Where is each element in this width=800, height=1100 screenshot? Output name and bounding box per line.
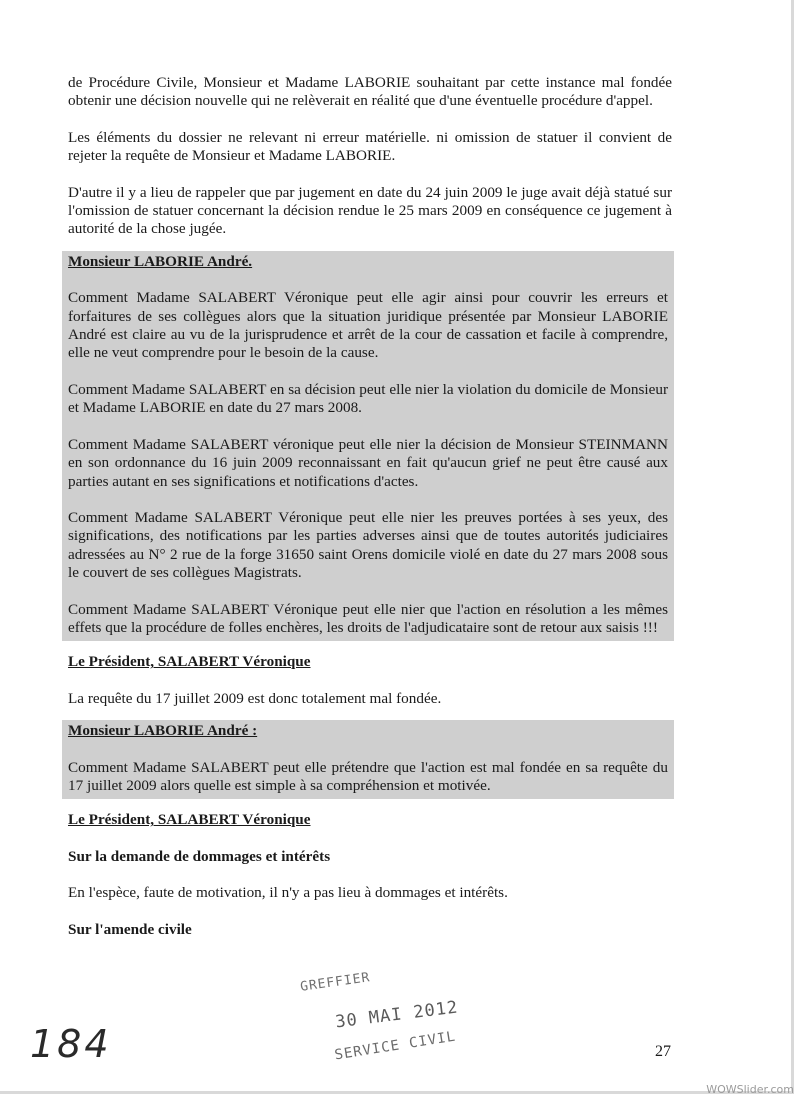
- section-heading: Le Président, SALABERT Véronique: [68, 811, 311, 829]
- section-heading: Sur l'amende civile: [68, 920, 192, 938]
- stamp-date: 30 MAI 2012: [334, 997, 460, 1033]
- section-heading: Sur la demande de dommages et intérêts: [68, 847, 331, 865]
- handwritten-page-number: 184: [30, 1022, 112, 1066]
- paragraph: Comment Madame SALABERT en sa décision peut elle nier la violation du domicile de Monsieur et Madame LABORIE en date du 27 mars 2008.: [68, 380, 668, 417]
- section-heading: Le Président, SALABERT Véronique: [68, 653, 311, 671]
- section-heading: Monsieur LABORIE André :: [68, 722, 258, 740]
- paragraph: D'autre il y a lieu de rappeler que par jugement en date du 24 juin 2009 le juge avait déjà statué sur l'omission de statuer concernant la décision rendue le 25 mars 2009 en conséquence ce jugement à autorité de la chose jugée.: [68, 183, 672, 238]
- stamp-greffier: GREFFIER: [299, 970, 372, 995]
- page-number: 27: [655, 1043, 671, 1060]
- paragraph: En l'espèce, faute de motivation, il n'y a pas lieu à dommages et intérêts.: [68, 884, 508, 902]
- paragraph: Comment Madame SALABERT peut elle prétendre que l'action est mal fondée en sa requête du 17 juillet 2009 alors quelle est simple à sa compréhension et motivée.: [68, 758, 668, 794]
- paragraph: Comment Madame SALABERT Véronique peut elle agir ainsi pour couvrir les erreurs et forfaitures de ses collègues alors que la situation juridique présentée par Monsieur LABORIE André est claire au vu de la jurisprudence et arrêt de la cour de cassation et facile à comprendre, elle ne veut comprendre pour le besoin de la cause.: [68, 289, 668, 362]
- paragraph: Comment Madame SALABERT véronique peut elle nier la décision de Monsieur STEINMANN en son ordonnance du 16 juin 2009 reconnaissant en fait qu'aucun grief ne peut être causé aux parties autant en ses significations et notifications d'actes.: [68, 435, 668, 490]
- stamp-service: SERVICE CIVIL: [333, 1028, 458, 1064]
- paragraph: Les éléments du dossier ne relevant ni erreur matérielle. ni omission de statuer il convient de rejeter la requête de Monsieur et Madame LABORIE.: [68, 128, 672, 165]
- paragraph: de Procédure Civile, Monsieur et Madame LABORIE souhaitant par cette instance mal fondée obtenir une décision nouvelle qui ne relèverait en réalité que d'une éventuelle procédure d'appel.: [68, 74, 672, 110]
- document-body: [68, 74, 672, 939]
- watermark: WOWSlider.com: [706, 1083, 794, 1096]
- highlighted-block-laborie: [62, 251, 674, 642]
- section-heading: Monsieur LABORIE André.: [68, 252, 253, 270]
- highlighted-block-laborie-2: [62, 720, 674, 799]
- paragraph: Comment Madame SALABERT Véronique peut elle nier les preuves portées à ses yeux, des significations, des notifications par les parties adverses ainsi que de toutes autorités judiciaires adressées au N° 2 rue de la forge 31650 saint Orens domicile violé en date du 27 mars 2008 sous le couvert de ses collègues Magistrats.: [68, 508, 668, 582]
- paragraph: Comment Madame SALABERT Véronique peut elle nier que l'action en résolution a les mêmes effets que la procédure de folles enchères, les droits de l'adjudicataire sont de retour aux saisis !!!: [68, 600, 668, 636]
- paragraph: La requête du 17 juillet 2009 est donc totalement mal fondée.: [68, 689, 442, 707]
